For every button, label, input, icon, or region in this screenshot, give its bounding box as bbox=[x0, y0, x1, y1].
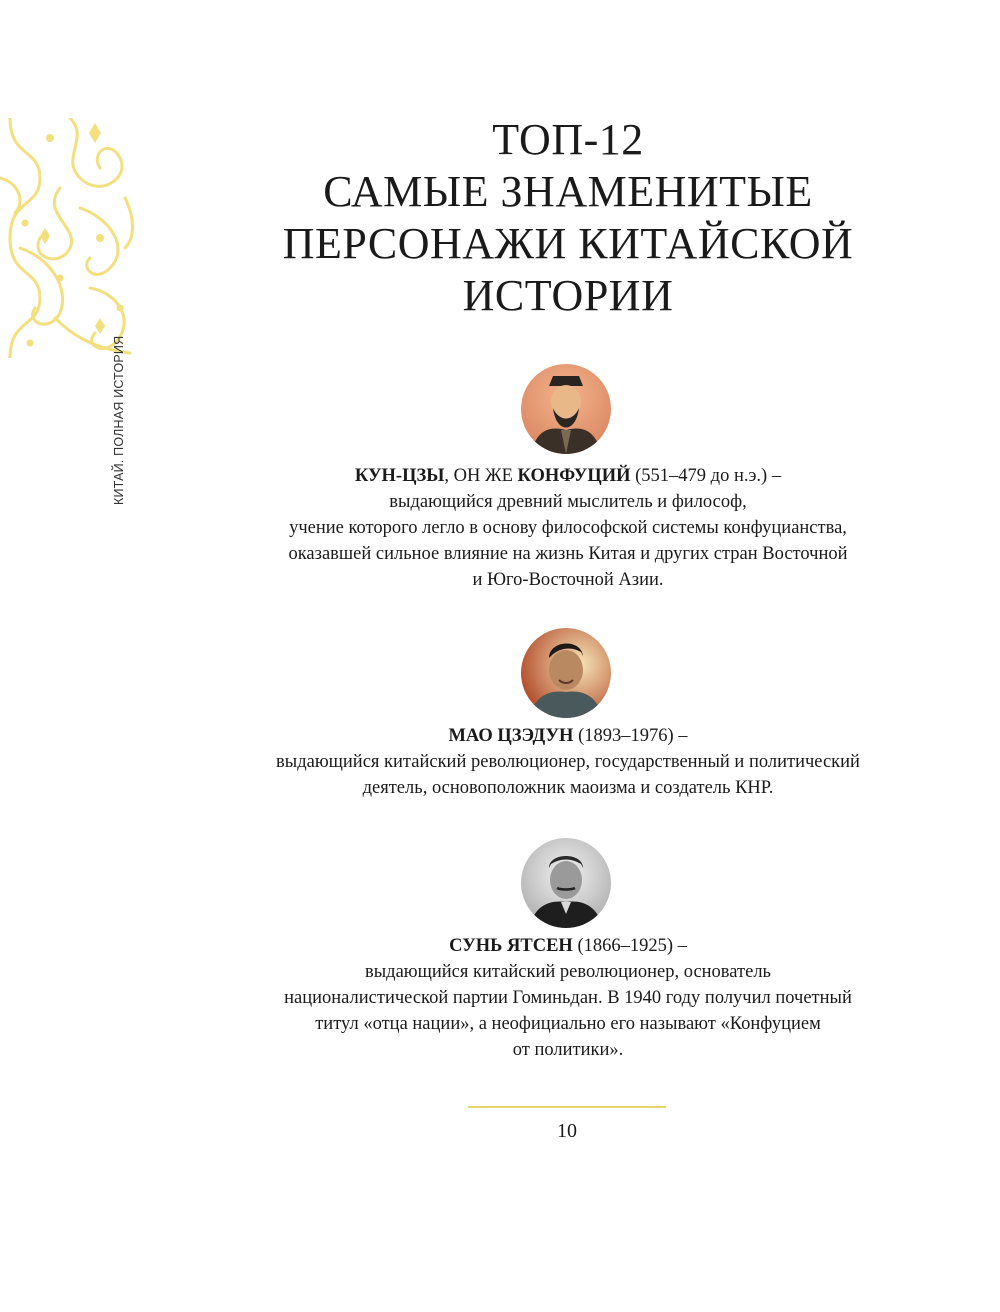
page-title bbox=[160, 114, 976, 322]
bio-line: выдающийся древний мыслитель и философ, bbox=[389, 492, 747, 512]
sun-yatsen-portrait bbox=[521, 838, 611, 928]
bio-line: от политики». bbox=[512, 1040, 624, 1060]
bio-heading bbox=[180, 723, 956, 749]
confucius-portrait bbox=[521, 364, 611, 454]
title-line: ИСТОРИИ bbox=[462, 271, 674, 320]
bio-line: националистической партии Гоминьдан. В 1940 году получил почетный bbox=[284, 988, 852, 1008]
bio-line: учение которого легло в основу философской системы конфуцианства, bbox=[289, 518, 847, 538]
bio-line: выдающийся китайский революционер, государственный и политический bbox=[276, 752, 860, 772]
title-line: САМЫЕ ЗНАМЕНИТЫЕ bbox=[323, 167, 813, 216]
page-number: 10 bbox=[557, 1120, 577, 1142]
figure-dates: (1866–1925) – bbox=[572, 936, 687, 956]
figure-dates: (551–479 до н.э.) – bbox=[630, 466, 782, 486]
footer-divider bbox=[468, 1106, 666, 1108]
gold-ornament-icon bbox=[0, 118, 140, 358]
mao-bio bbox=[180, 723, 956, 801]
figure-name: МАО ЦЗЭДУН bbox=[448, 726, 574, 746]
running-header: КИТАЙ. ПОЛНАЯ ИСТОРИЯ bbox=[112, 335, 126, 505]
sun-yatsen-bio bbox=[180, 933, 956, 1063]
bio-line: и Юго-Восточной Азии. bbox=[472, 570, 664, 590]
figure-dates: (1893–1976) – bbox=[573, 726, 688, 746]
bio-line: титул «отца нации», а неофициально его называют «Конфуцием bbox=[315, 1014, 821, 1034]
figure-name: СУНЬ ЯТСЕН bbox=[449, 936, 573, 956]
figure-name: КУН-ЦЗЫ bbox=[354, 466, 445, 486]
bio-heading bbox=[180, 933, 956, 959]
bio-line: деятель, основоположник маоизма и создатель КНР. bbox=[362, 778, 774, 798]
figure-alias: КОНФУЦИЙ bbox=[517, 466, 631, 486]
bio-line: оказавшей сильное влияние на жизнь Китая и других стран Восточной bbox=[288, 544, 848, 564]
title-line: ПЕРСОНАЖИ КИТАЙСКОЙ bbox=[282, 219, 854, 268]
bio-heading bbox=[180, 463, 956, 489]
title-line: ТОП-12 bbox=[492, 115, 644, 164]
confucius-bio bbox=[180, 463, 956, 593]
bio-line: выдающийся китайский революционер, основатель bbox=[365, 962, 771, 982]
mao-portrait bbox=[521, 628, 611, 718]
name-separator: , ОН ЖЕ bbox=[444, 466, 518, 486]
